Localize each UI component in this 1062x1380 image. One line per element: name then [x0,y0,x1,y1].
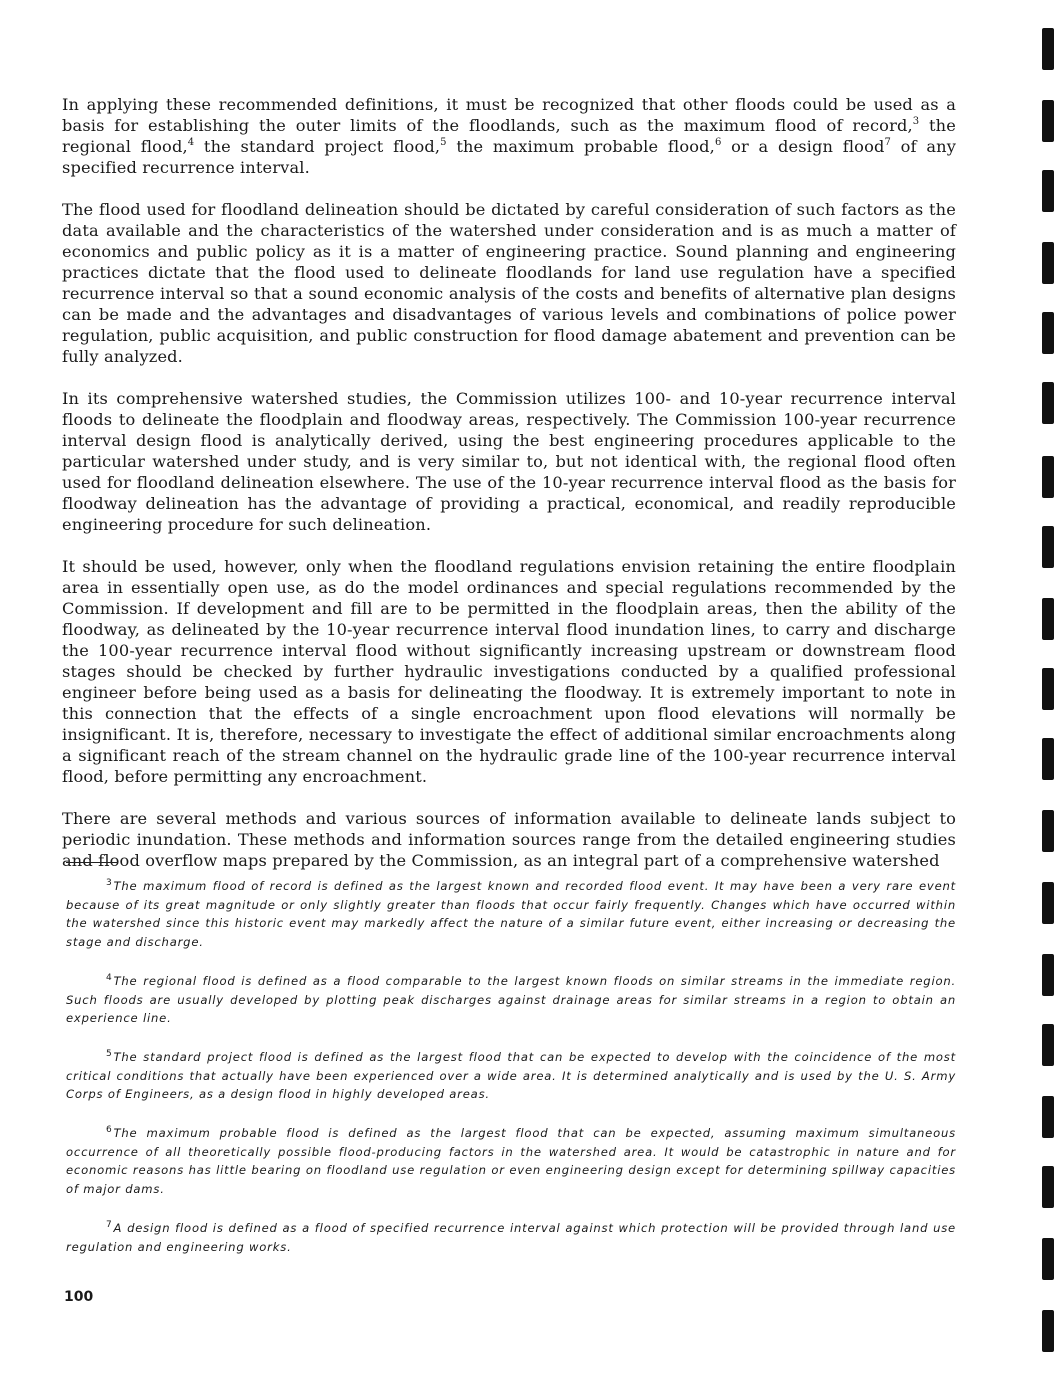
footnote-reference: 3 [912,116,920,127]
paragraph [62,199,956,367]
paragraph [62,388,956,535]
paragraph-text: There are several methods and various sources of information available to delineate lands subject to periodic inundation. These methods and information sources range from the detailed engineering studies and flood overflow maps prepared by the Commission, as an integral part of a comprehensive watershed [62,809,956,870]
binding-mark [1042,1024,1054,1066]
paragraph-text: In applying these recommended definitions, it must be recognized that other floods could be used as a basis for establishing the outer limits of the floodlands, such as the maximum flood of record, [62,95,956,135]
footnote-text: The maximum flood of record is defined as the largest known and recorded flood event. It may have been a very rare event because of its great magnitude or only slightly greater than floods that occur fairly frequently. Changes which have occurred within the watershed since this historic event may markedly affect the nature of a similar future event, either increasing or decreasing the stage and discharge. [66,879,956,950]
footnote-number: 5 [106,1048,113,1059]
footnote-reference: 5 [440,137,447,148]
binding-mark [1042,1166,1054,1208]
paragraph-text: or a design flood [721,137,885,156]
paragraph-text: of any specified recurrence interval. [62,137,957,177]
footnote [66,1048,956,1104]
binding-mark [1042,954,1054,996]
page-number: 100 [64,1289,94,1305]
footnote [66,972,956,1028]
footnote [66,877,956,952]
binding-mark [1042,382,1054,424]
binding-mark [1042,1238,1054,1280]
footnote [66,1219,956,1256]
paragraph-text: In its comprehensive watershed studies, the Commission utilizes 100- and 10-year recurrence interval floods to delineate the floodplain and floodway areas, respectively. The Commission 100-year recurrence interval design flood is analytically derived, using the best engineering procedures applicable to the particular watershed under study, and is very similar to, but not identical with, the regional flood often used for floodland delineation elsewhere. The use of the 10-year recurrence interval flood as the basis for floodway delineation has the advantage of providing a practical, economical, and readily reproducible engineering procedure for such delineation. [62,389,956,534]
footnote-reference: 4 [187,137,195,148]
footnote-number: 3 [106,878,113,888]
binding-mark [1042,738,1054,780]
footnote-text: The standard project flood is defined as the largest flood that can be expected to develop with the coincidence of the most critical conditions that actually have been experienced over a wide area. It is determined analytically and is used by the U. S. Army Corps of Engineers, as a design flood in highly developed areas. [66,1049,956,1102]
paragraph [62,808,956,871]
binding-mark [1042,456,1054,498]
paragraph-text: It should be used, however, only when the floodland regulations envision retaining the entire floodplain area in essentially open use, as do the model ordinances and special regulations recommended by the Commission. If development and fill are to be permitted in the floodplain areas, then the ability of the floodway, as delineated by the 10-year recurrence interval flood inundation lines, to carry and discharge the 100-year recurrence interval flood without significantly increasing upstream or downstream flood stages should be checked by further hydraulic investigations conducted by a qualified professional engineer before being used as a basis for delineating the floodway. It is extremely important to note in this connection that the effects of a single encroachment upon flood elevations will normally be insignificant. It is, therefore, necessary to investigate the effect of additional similar encroachments along a significant reach of the stream channel on the hydraulic grade line of the 100-year recurrence interval flood, before permitting any encroachment. [62,557,956,786]
footnote-separator [66,862,118,863]
binding-mark [1042,100,1054,142]
paragraph [62,94,956,178]
footnote-text: A design flood is defined as a flood of specified recurrence interval against which protection will be provided through land use regulation and engineering works. [66,1220,956,1254]
footnote-number: 6 [106,1125,113,1136]
footnote-number: 7 [106,1219,113,1230]
footnote-reference: 6 [714,137,722,148]
footnote-text: The maximum probable flood is defined as the largest flood that can be expected, assuming maximum simultaneous occurrence of all theoretically possible flood-producing factors in the watershed area. It would be catastrophic in nature and for economic reasons has little bearing on floodland use regulation or even engineering design except for determining spillway capacities of major dams. [66,1126,956,1197]
binding-mark [1042,598,1054,640]
footnote-number: 4 [106,972,113,983]
binding-mark [1042,668,1054,710]
footnote [66,1124,956,1199]
footnotes [66,877,956,1276]
footnote-text: The regional flood is defined as a flood comparable to the largest known floods on similar streams in the immediate region. Such floods are usually developed by plotting peak discharges against drainage areas for similar streams in a region to obtain an experience line. [66,973,956,1026]
binding-marks [1040,20,1062,1380]
binding-mark [1042,170,1054,212]
binding-mark [1042,28,1054,70]
binding-mark [1042,1310,1054,1352]
paragraph-text: the regional flood, [62,116,956,156]
paragraph-text: the standard project flood, [194,137,441,156]
footnote-reference: 7 [884,137,892,148]
binding-mark [1042,882,1054,924]
body-text [62,94,956,892]
paragraph [62,556,956,787]
binding-mark [1042,810,1054,852]
binding-mark [1042,242,1054,284]
binding-mark [1042,1096,1054,1138]
binding-mark [1042,312,1054,354]
paragraph-text: the maximum probable flood, [446,137,715,156]
binding-mark [1042,526,1054,568]
paragraph-text: The flood used for floodland delineation should be dictated by careful consideration of such factors as the data available and the characteristics of the watershed under consideration and is as much a matter of economics and public policy as it is a matter of engineering practice. Sound planning and engineering practices dictate that the flood used to delineate floodlands for land use regulation have a specified recurrence interval so that a sound economic analysis of the costs and benefits of alternative plan designs can be made and the advantages and disadvantages of various levels and combinations of police power regulation, public acquisition, and public construction for flood damage abatement and prevention can be fully analyzed. [62,200,956,366]
